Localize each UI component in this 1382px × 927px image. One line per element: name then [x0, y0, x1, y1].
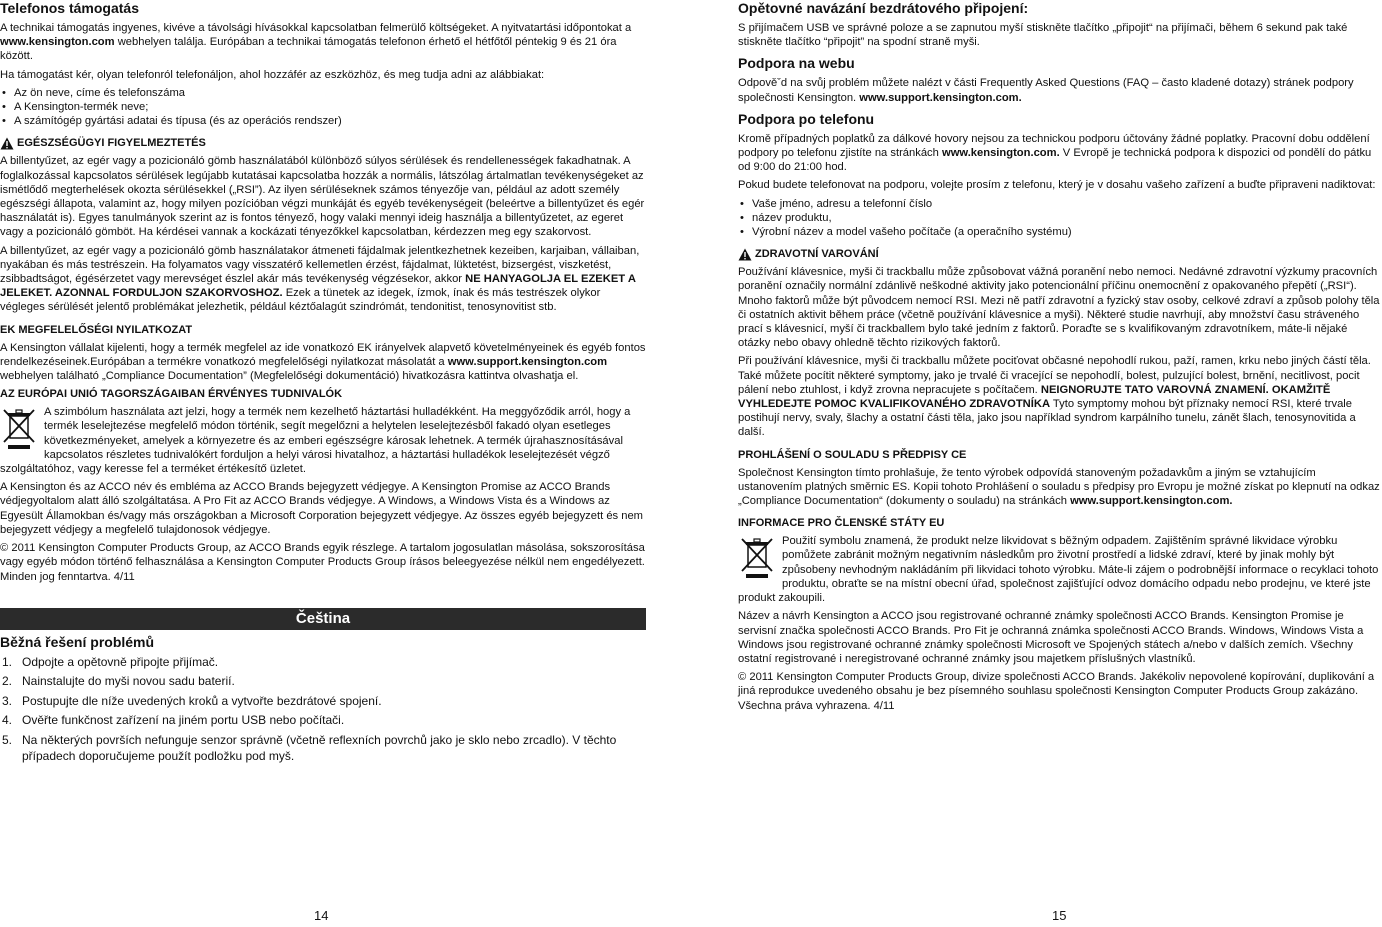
warning-icon: [738, 248, 752, 261]
eu-info-paragraph: Použití symbolu znamená, že produkt nelze likvidovat s běžným odpadem. Zajištěním správné likvidace výrobku pomůžete zabránit možným negativním následkům pro životní prostředí a lidské zdraví, které by jinak mohly být způsobeny nevhodným nakládáním při likvidaci tohoto výrobku. Máte-li zájem o podrobnější informace o recyklaci tohoto produktu, obraťte se na místní obecní úřad, společnost zajišťující odvoz domácího odpadu nebo prodejnu, ve které jste produkt zakoupili.: [738, 535, 1379, 605]
phone-support-heading: Podpora po telefonu: [738, 110, 875, 127]
health-warning-symptoms: A billentyűzet, az egér vagy a pozicionáló gömb használatakor átmeneti fájdalmak jelentkezhetnek kezeiben, karjaiban, vállaiban, nyakában és más testrészein. Ha folyamatos vagy visszatérő kellemetlen érzést, fájdalmat, lüktetést, bizsergést, viszketést, zsibbadtságot, égésérzetet vagy merevséget észlel akár más tevékenység végzésekor, akkor NE HANYAGOLJA EL EZEKET A JELEKET. AZONNAL FORDULJON SZAKORVOSHOZ. Ezek a tünetek az idegek, ízmok, ínak és más testrészek olykor végleges sérülését jelentő problémákat jelezhetik, például kéztőalagút szindrómát, tendonitist, tenosynovitist stb.: [0, 244, 640, 314]
support-link[interactable]: www.support.kensington.com.: [859, 91, 1022, 104]
kensington-link[interactable]: www.kensington.com.: [942, 147, 1060, 160]
phone-support-request: Pokud budete telefonovat na podporu, volejte prosím z telefonu, který je v dosahu vašeho zařízení a buďte připraveni nadiktovat:: [738, 179, 1376, 192]
troubleshooting-list: [0, 655, 646, 765]
eu-info-block: [738, 534, 1382, 605]
list-item: 2. Nainstalujte do myši novou sadu baterií.: [2, 674, 235, 689]
copyright-paragraph: © 2011 Kensington Computer Products Group, az ACCO Brands egyik részlege. A tartalom jogosulatlan másolása, sokszorosítása vagy egyéb módon történő felhasználása a Kensington Computer Products Group írásos beleegyezése nélkül nem engedélyezett. Minden jog fenntartva. 4/11: [0, 542, 645, 583]
ce-conformity-heading: PROHLÁŠENÍ O SOULADU S PŘEDPISY CE: [738, 448, 967, 461]
list-item: • A számítógép gyártási adatai és típusa (és az operációs rendszer): [0, 114, 646, 128]
list-item: • Az ön neve, címe és telefonszáma: [0, 86, 646, 100]
phone-info-list: [0, 86, 646, 129]
phone-support-heading: Telefonos támogatás: [0, 0, 139, 16]
crossed-bin-icon: [738, 536, 778, 580]
support-link[interactable]: www.support.kensington.com.: [1070, 495, 1233, 508]
health-warning-paragraph: A billentyűzet, az egér vagy a pozicionáló gömb használatából különböző súlyos sérülések és rendellenességek fakadhatnak. A foglalkozással kapcsolatos sérülések legújabb kutatásai kapcsolatba hozzák a normális, látszólag ártalmatlan tevékenységeket az ismétlődő megterhelések okozta sérülésekkel („RSI”). Az ilyen sérüléseknek számos tényezője van, például az adott személy egészségi állapota, valamint az, hogy milyen pozícióban végzi munkáját és egyéb tevékenységeit (beleértve a billentyűzet és egér használatát is). Egyes tanulmányok szerint az is fontos tényező, hogy valaki mennyi ideig használja a billentyűzetet, az egeret vagy a pozicionáló gömböt. Ha kérdései vannak a kockázati tényezőkkel kapcsolatban, kérdezzen meg egy szakorvost.: [0, 155, 645, 239]
support-link[interactable]: www.support.kensington.com: [447, 355, 608, 368]
list-item: 4. Ověřte funkčnost zařízení na jiném portu USB nebo počítači.: [2, 713, 345, 728]
list-item: 3. Postupujte dle níže uvedených kroků a vytvořte bezdrátové spojení.: [2, 693, 382, 708]
page-number-right: 15: [1052, 908, 1067, 923]
ek-conformity-heading: EK MEGFELELŐSÉGI NYILATKOZAT: [0, 323, 193, 336]
left-page: [0, 0, 646, 764]
language-section-bar: Čeština: [0, 608, 646, 630]
list-item: • název produktu,: [738, 211, 1382, 225]
page-number-left: 14: [314, 908, 329, 923]
phone-support-request: Ha támogatást kér, olyan telefonról telefonáljon, ahol hozzáfér az eszközhöz, és meg tudja adni az alábbiakat:: [0, 68, 545, 81]
troubleshooting-heading: Běžná řešení problémů: [0, 633, 155, 650]
eu-info-heading: AZ EURÓPAI UNIÓ TAGORSZÁGAIBAN ÉRVÉNYES TUDNIVALÓK: [0, 388, 343, 401]
list-item: 1. Odpojte a opětovně připojte přijímač.: [2, 654, 219, 669]
ek-conformity-paragraph: A Kensington vállalat kijelenti, hogy a termék megfelel az ide vonatkozó EK irányelvek alapvető követelményeinek és egyéb fontos rendelkezéseinek.Európában a termékre vonatkozó megfelelőségi nyilatkozat másolatát a www.support.kensington.com webhelyen található „Compliance Documentation” (Megfelelőségi dokumentáció) hivatkozásra kattintva olvashatja el.: [0, 341, 646, 383]
list-item: 5. Na některých površích nefunguje senzor správně (včetně reflexních povrchů jako je sklo nebo zrcadlo). V těchto případech doporučujeme použít podložku pod myš.: [2, 733, 617, 763]
eu-info-block: [0, 405, 646, 476]
trademark-paragraph: Název a návrh Kensington a ACCO jsou registrované ochranné známky společnosti ACCO Brands. Kensington Promise je servisní značka společnosti ACCO Brands. Pro Fit je ochranná známka společnosti ACCO Brands. Windows, Windows Vista a Windows jsou registrované ochranné známky společnosti Microsoft ve Spojených státech a/nebo v dalších zemích. Všechny ostatní registrované i neregistrované ochranné známky jsou majetkem příslušných vlastníků.: [738, 610, 1364, 665]
reconnect-heading: Opětovné navázání bezdrátového připojení:: [738, 0, 1029, 16]
trademark-paragraph: A Kensington és az ACCO név és embléma az ACCO Brands bejegyzett védjegye. A Kensington Promise az ACCO Brands védjegyoltalom alatt álló szolgáltatása. A Pro Fit az ACCO Brands védjegye. A Windows, a Windows Vista és a Windows az Egyesült Államokban és/vagy más országokban a Microsoft Corporation bejegyzett védjegye. Az összes egyéb bejegyzett és nem bejegyzett védjegy a megfelelő tulajdonosok védjegye.: [0, 481, 644, 536]
health-warning-heading: ZDRAVOTNÍ VAROVÁNÍ: [738, 247, 1382, 261]
phone-support-paragraph: A technikai támogatás ingyenes, kivéve a távolsági hívásokkal kapcsolatban felmerülő költségeket. A nyitvatartási időpontokat a www.kensington.com webhelyen találja. Európában a technikai támogatás telefonon érhető el hétfőtől péntekig 9 és 21 óra között.: [0, 22, 632, 63]
list-item: • Vaše jméno, adresu a telefonní číslo: [738, 197, 1382, 211]
copyright-paragraph: © 2011 Kensington Computer Products Group, divize společnosti ACCO Brands. Jakékoliv nepovolené kopírování, duplikování a jiná reprodukce uvedeného obsahu je bez písemného souhlasu společnosti Kensington Computer Products Group zakázáno. Všechna práva vyhrazena. 4/11: [738, 671, 1375, 712]
web-support-paragraph: Odpověˇd na svůj problém můžete nalézt v části Frequently Asked Questions (FAQ – často kladené dotazy) stránek podpory společnosti Kensington. www.support.kensington.com.: [738, 77, 1354, 104]
right-page: [738, 0, 1382, 713]
reconnect-paragraph: S přijímačem USB ve správné poloze a se zapnutou myší stiskněte tlačítko „připojit“ na přijímači, během 6 sekund pak také stiskněte tlačítko “připojit” na spodní straně myši.: [738, 22, 1348, 49]
health-warning-symptoms: Při používání klávesnice, myši či trackballu můžete pociťovat občasné nepohodlí rukou, paží, ramen, krku nebo jiných částí těla. Také můžete pocítit některé symptomy, jako je trvalé či vracející se nepohodlí, bolest, pulzující bolest, brnění, necitlivost, pocit pálení nebo ztuhlost, i když zrovna nepracujete s počítačem. NEIGNORUJTE TATO VAROVNÁ ZNAMENÍ. OKAMŽITĚ VYHLEDEJTE POMOC KVALIFIKOVANÉHO ZDRAVOTNÍKA Tyto symptomy mohou být příznaky nemocí RSI, které trvale postihují nervy, svaly, šlachy a ostatní části těla, jako jsou například syndrom karpálního tunelu, zánět šlach, tenosynovitida a další.: [738, 355, 1371, 439]
warning-icon: [0, 137, 14, 150]
health-warning-paragraph: Používání klávesnice, myši či trackballu může způsobovat vážná poranění nebo nemoci. Nedávné zdravotní výzkumy pracovních poranění označily normální zdánlivě neškodné aktivity jako potencionální příčinu onemocnění z opakovaného přepětí („RSI“). Mnoho faktorů může být původcem nemocí RSI. Mezi ně patří zdravotní a fyzický stav osoby, celkové zdraví a způsob polohy těla či ostatních aktivit během práce (včetně používání klávesnice a myši). Některé studie navrhují, aby množství času stráveného prací s klávesnicí, myší či trackballem bylo také jedním z faktorů. Poraďte se s kvalifikovaným zdravotníkem, máte-li nějaké otázky nebo obavy ohledně těchto rizikových faktorů.: [738, 266, 1380, 350]
phone-support-paragraph: Kromě případných poplatků za dálkové hovory nejsou za technickou podporu účtovány žádné poplatky. Pracovní dobu oddělení podpory po telefonu zjistíte na stránkách www.kensington.com. V Evropě je technická podpora k dispozici od pondělí do pátku od 9:00 do 21:00 hod.: [738, 132, 1372, 174]
crossed-bin-icon: [0, 407, 40, 451]
eu-info-paragraph: A szimbólum használata azt jelzi, hogy a termék nem kezelhető háztartási hulladékként. Ha meggyőződik arról, hogy a termék leselejtezése megfelelő módon történik, segít megelőzni a helytelen leselejtezésből fakadó olyan esetleges következményeket, amelyek a környezetre és az emberi egészségre károsak lehetnek. A termék újrahasznosításával kapcsolatos részletes tudnivalókért forduljon a helyi városi hivatalhoz, a háztartási hulladékok leselejtezését végző szolgáltatóhoz, vagy keresse fel a terméket értékesítő üzletet.: [0, 406, 631, 476]
web-support-heading: Podpora na webu: [738, 55, 855, 72]
list-item: • A Kensington-termék neve;: [0, 100, 646, 114]
phone-info-list: [738, 197, 1382, 240]
ce-conformity-paragraph: Společnost Kensington tímto prohlašuje, že tento výrobek odpovídá stanoveným požadavkům a jiným se vztahujícím ustanovením platných směrnic ES. Kopii tohoto Prohlášení o souladu s předpisy pro Evropu je možné získat po klepnutí na odkaz „Compliance Documentation“ (dokumenty o souladu) na stránkách www.support.kensington.com.: [738, 466, 1380, 508]
list-item: • Výrobní název a model vašeho počítače (a operačního systému): [738, 225, 1382, 239]
eu-info-heading: INFORMACE PRO ČLENSKÉ STÁTY EU: [738, 517, 945, 530]
kensington-link[interactable]: www.kensington.com: [0, 36, 115, 49]
health-warning-heading: EGÉSZSÉGÜGYI FIGYELMEZTETÉS: [0, 136, 646, 150]
